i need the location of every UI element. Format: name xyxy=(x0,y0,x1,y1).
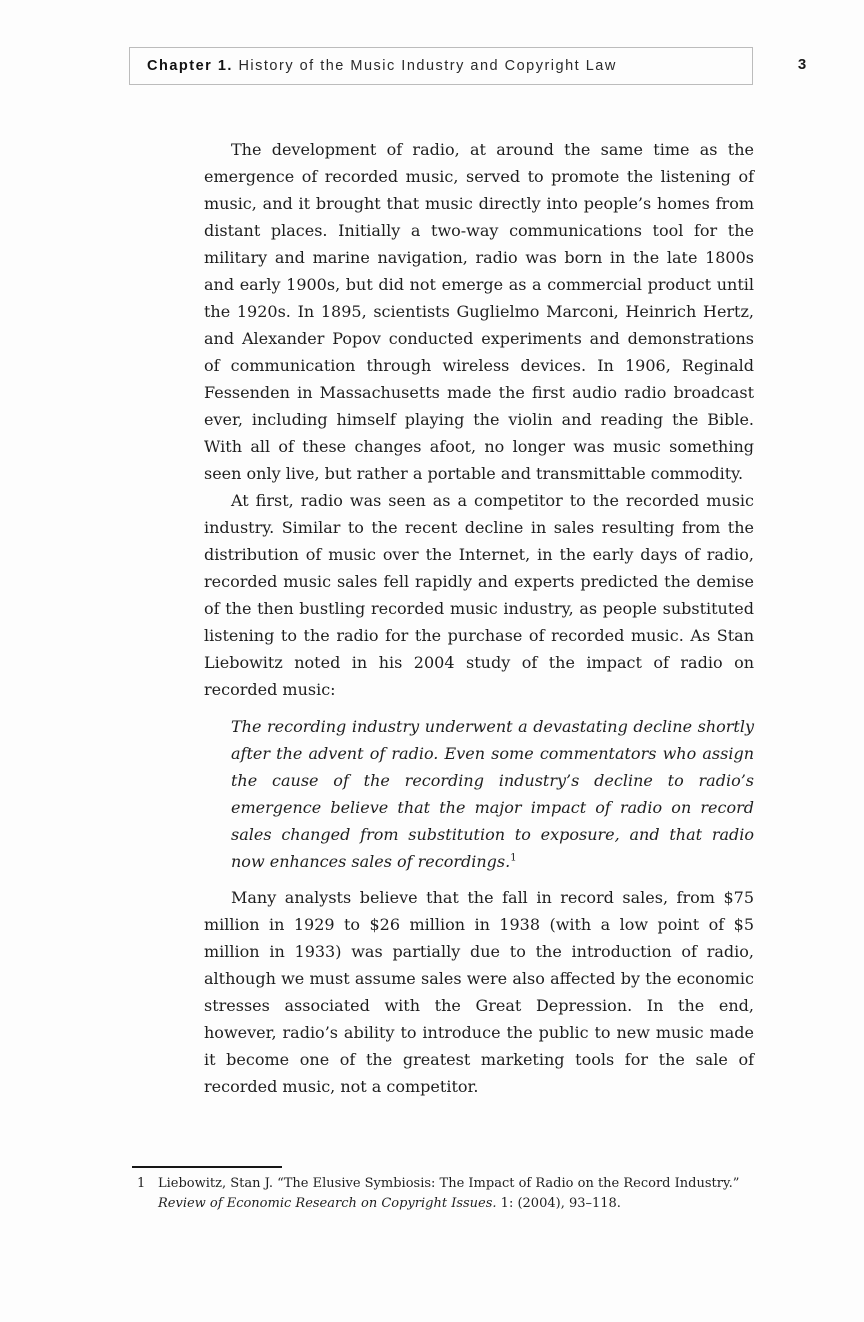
footnote-issue-pages: 1: (2004), 93–118. xyxy=(496,1196,621,1211)
footnote-text xyxy=(158,1174,749,1214)
paragraph-2: At first, radio was seen as a competitor to the recorded music industry. Similar to the recent decline in sales resulting from the distribution of music over the Internet, in the early days of radio, recorded music sales fell rapidly and experts predicted the demise of the then bustling recorded music industry, as people substituted listening to the radio for the purchase of recorded music. As Stan Liebowitz noted in his 2004 study of the impact of radio on recorded music: xyxy=(204,491,754,699)
footnote-rule xyxy=(132,1166,282,1168)
chapter-header-box xyxy=(129,47,753,85)
chapter-label: Chapter 1. xyxy=(147,58,233,74)
footnote-number: 1 xyxy=(137,1176,146,1191)
running-header xyxy=(0,0,864,100)
blockquote xyxy=(231,713,754,875)
footnote-reference-marker: 1 xyxy=(510,852,517,864)
page-content xyxy=(204,136,754,1100)
footnote-citation: Liebowitz, Stan J. “The Elusive Symbiosis: The Impact of Radio on the Record Industry.” xyxy=(158,1176,740,1191)
quote-text: The recording industry underwent a devastating decline shortly after the advent of radio. Even some commentators who assign the cause of the recording industry’s decline to radio’s emergence believe that the major impact of radio on record sales changed from substitution to exposure, and that radio now enhances sales of recordings. xyxy=(231,717,754,871)
page-number: 3 xyxy=(797,56,807,73)
paragraph-1: The development of radio, at around the same time as the emergence of recorded music, served to promote the listening of music, and it brought that music directly into people’s homes from distant places. Initially a two-way communications tool for the military and marine navigation, radio was born in the late 1800s and early 1900s, but did not emerge as a commercial product until the 1920s. In 1895, scientists Guglielmo Marconi, Heinrich Hertz, and Alexander Popov conducted experiments and demonstrations of communication through wireless devices. In 1906, Reginald Fessenden in Massachusetts made the first audio radio broadcast ever, including himself playing the violin and reading the Bible. With all of these changes afoot, no longer was music something seen only live, but rather a portable and transmittable commodity. xyxy=(204,140,754,483)
footnote-journal-title: Review of Economic Research on Copyright Issues. xyxy=(158,1196,497,1211)
chapter-title: History of the Music Industry and Copyright Law xyxy=(232,58,617,74)
footnote xyxy=(137,1174,749,1214)
paragraph-3: Many analysts believe that the fall in record sales, from $75 million in 1929 to $26 million in 1938 (with a low point of $5 million in 1933) was partially due to the introduction of radio, although we must assume sales were also affected by the economic stresses associated with the Great Depression. In the end, however, radio’s ability to introduce the public to new music made it become one of the greatest marketing tools for the sale of recorded music, not a competitor. xyxy=(204,888,754,1096)
